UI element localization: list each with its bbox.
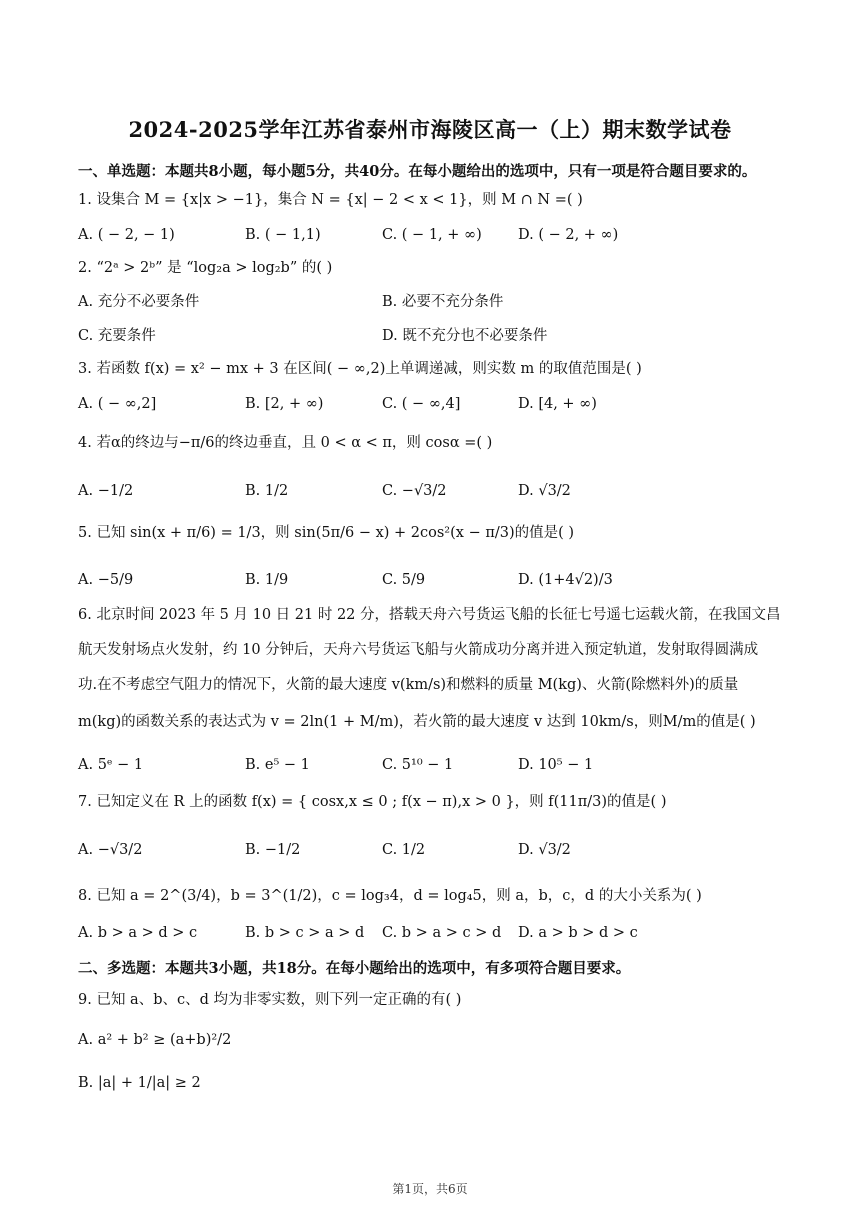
q1-option-b: B. ( − 1,1) xyxy=(245,227,321,243)
q7-option-c: C. 1/2 xyxy=(382,842,426,858)
q4-option-d: D. √3/2 xyxy=(518,483,571,499)
question-5: 5. 已知 sin(x + π/6) = 1/3，则 sin(5π/6 − x) + 2cos²(x − π/3)的值是( ) xyxy=(78,525,575,541)
page-footer: 第1页，共6页 xyxy=(392,1182,468,1196)
q7-option-d: D. √3/2 xyxy=(518,842,571,858)
q9-option-b: B. |a| + 1/|a| ≥ 2 xyxy=(78,1075,201,1091)
q1-option-c: C. ( − 1, + ∞) xyxy=(382,227,482,243)
question-6-line-3: 功.在不考虑空气阻力的情况下，火箭的最大速度 v(km/s)和燃料的质量 M(kg)、火箭(除燃料外)的质量 xyxy=(78,677,739,693)
q8-option-b: B. b > c > a > d xyxy=(245,925,365,941)
q7-option-b: B. −1/2 xyxy=(245,842,301,858)
q2-option-c: C. 充要条件 xyxy=(78,328,156,344)
question-2: 2. “2ᵃ > 2ᵇ” 是 “log₂a > log₂b” 的( ) xyxy=(78,260,333,276)
question-1: 1. 设集合 M = {x|x > −1}，集合 N = {x| − 2 < x < 1}，则 M ∩ N =( ) xyxy=(78,192,583,208)
question-7: 7. 已知定义在 R 上的函数 f(x) = { cosx,x ≤ 0 ; f(x − π),x > 0 }，则 f(11π/3)的值是( ) xyxy=(78,794,667,810)
q7-option-a: A. −√3/2 xyxy=(78,842,143,858)
q6-option-c: C. 5¹⁰ − 1 xyxy=(382,757,454,773)
section-single-choice: 一、单选题：本题共8小题，每小题5分，共40分。在每小题给出的选项中，只有一项是符合题目要求的。 xyxy=(78,163,757,180)
q4-option-b: B. 1/2 xyxy=(245,483,289,499)
question-4: 4. 若α的终边与−π/6的终边垂直，且 0 < α < π，则 cosα =( ) xyxy=(78,435,493,451)
q5-option-a: A. −5/9 xyxy=(78,572,134,588)
q6-option-b: B. e⁵ − 1 xyxy=(245,757,310,773)
q5-option-d: D. (1+4√2)/3 xyxy=(518,572,613,588)
q6-option-d: D. 10⁵ − 1 xyxy=(518,757,594,773)
q4-option-a: A. −1/2 xyxy=(78,483,134,499)
question-6-line-2: 航天发射场点火发射，约 10 分钟后，天舟六号货运飞船与火箭成功分离并进入预定轨道，发射取得圆满成 xyxy=(78,642,759,658)
question-3: 3. 若函数 f(x) = x² − mx + 3 在区间( − ∞,2)上单调递减，则实数 m 的取值范围是( ) xyxy=(78,361,642,377)
q8-option-a: A. b > a > d > c xyxy=(78,925,198,941)
q3-option-a: A. ( − ∞,2] xyxy=(78,396,157,412)
question-6-line-1: 6. 北京时间 2023 年 5 月 10 日 21 时 22 分，搭载天舟六号货运飞船的长征七号遥七运载火箭，在我国文昌 xyxy=(78,607,781,623)
q5-option-b: B. 1/9 xyxy=(245,572,289,588)
q8-option-c: C. b > a > c > d xyxy=(382,925,502,941)
question-9: 9. 已知 a、b、c、d 均为非零实数，则下列一定正确的有( ) xyxy=(78,992,462,1008)
section-multiple-choice: 二、多选题：本题共3小题，共18分。在每小题给出的选项中，有多项符合题目要求。 xyxy=(78,960,631,977)
page-title: 2024-2025学年江苏省泰州市海陵区高一（上）期末数学试卷 xyxy=(128,117,732,142)
q2-option-d: D. 既不充分也不必要条件 xyxy=(382,328,548,344)
q6-option-a: A. 5ᵉ − 1 xyxy=(78,757,144,773)
q9-option-a: A. a² + b² ≥ (a+b)²/2 xyxy=(78,1032,232,1048)
question-6-line-4: m(kg)的函数关系的表达式为 v = 2ln(1 + M/m)，若火箭的最大速度 v 达到 10km/s，则M/m的值是( ) xyxy=(78,714,756,730)
q2-option-a: A. 充分不必要条件 xyxy=(78,294,200,310)
q2-option-b: B. 必要不充分条件 xyxy=(382,294,504,310)
q3-option-d: D. [4, + ∞) xyxy=(518,396,597,412)
q5-option-c: C. 5/9 xyxy=(382,572,426,588)
q8-option-d: D. a > b > d > c xyxy=(518,925,638,941)
q4-option-c: C. −√3/2 xyxy=(382,483,447,499)
q1-option-d: D. ( − 2, + ∞) xyxy=(518,227,619,243)
q3-option-b: B. [2, + ∞) xyxy=(245,396,324,412)
q1-option-a: A. ( − 2, − 1) xyxy=(78,227,175,243)
q3-option-c: C. ( − ∞,4] xyxy=(382,396,461,412)
question-8: 8. 已知 a = 2^(3/4)，b = 3^(1/2)，c = log₃4，d = log₄5，则 a，b，c，d 的大小关系为( ) xyxy=(78,888,702,904)
